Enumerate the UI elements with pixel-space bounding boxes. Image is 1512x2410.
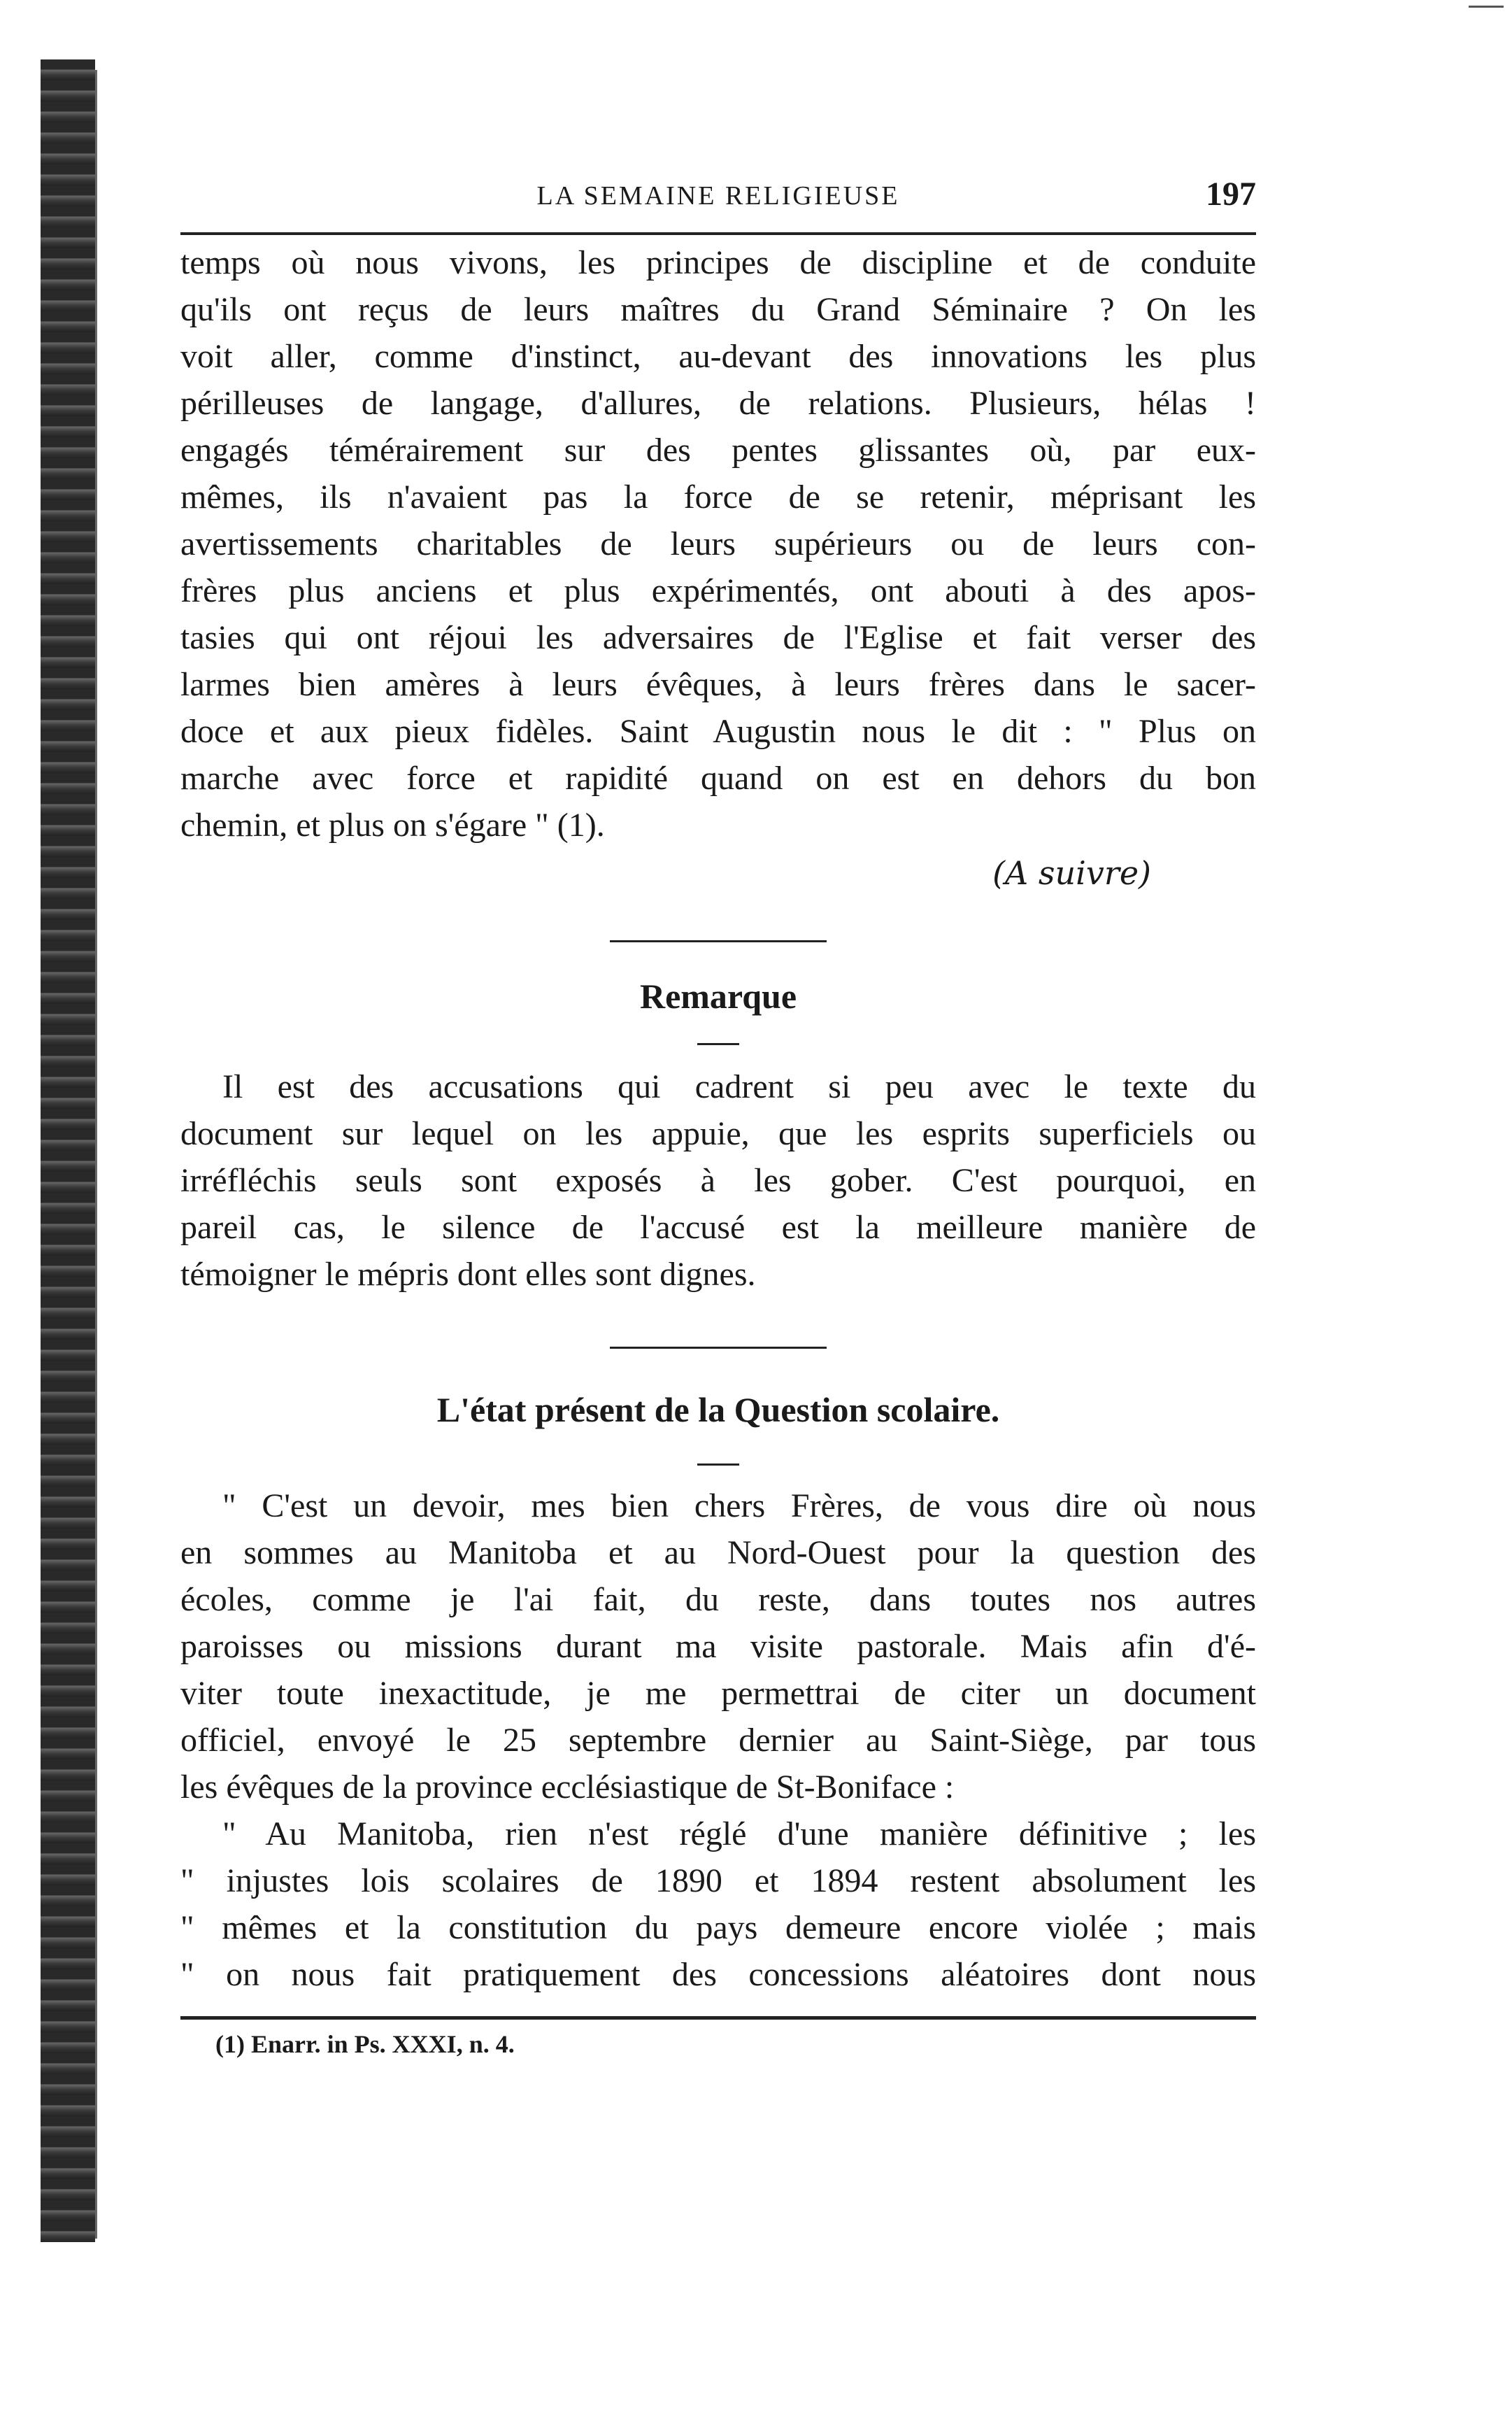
scan-corner-mark — [1469, 6, 1504, 8]
running-head: LA SEMAINE RELIGIEUSE — [536, 181, 900, 211]
text-line: frères plus anciens et plus expérimentés, ont abouti à des apos- — [180, 572, 1256, 609]
page-header — [180, 175, 1256, 217]
text-line: " injustes lois scolaires de 1890 et 1894 restent absolument les — [180, 1862, 1256, 1899]
footnote: (1) Enarr. in Ps. XXXI, n. 4. — [215, 2030, 515, 2058]
binding-shadow-line — [95, 70, 97, 2239]
article-continuation — [180, 239, 1256, 849]
text-line: irréfléchis seuls sont exposés à les gober. C'est pourquoi, en — [180, 1162, 1256, 1199]
text-line: en sommes au Manitoba et au Nord-Ouest pour la question des — [180, 1534, 1256, 1571]
text-line: engagés témérairement sur des pentes glissantes où, par eux- — [180, 432, 1256, 469]
text-line: chemin, et plus on s'égare " (1). — [180, 807, 605, 844]
footnote-rule — [180, 2016, 1256, 2020]
section-title-question-scolaire: L'état présent de la Question scolaire. — [436, 1390, 1000, 1429]
to-be-continued: (A suivre) — [992, 854, 1151, 892]
text-line: qu'ils ont reçus de leurs maîtres du Grand Séminaire ? On les — [180, 291, 1256, 328]
text-line: mêmes, ils n'avaient pas la force de se retenir, méprisant les — [180, 479, 1256, 516]
text-line: " C'est un devoir, mes bien chers Frères, de vous dire où nous — [222, 1487, 1256, 1524]
text-line: document sur lequel on les appuie, que les esprits superficiels ou — [180, 1115, 1256, 1152]
header-rule — [180, 232, 1256, 235]
text-line: " on nous fait pratiquement des concessions aléatoires dont nous — [180, 1956, 1256, 1993]
question-scolaire-body — [180, 1482, 1256, 1998]
text-line: pareil cas, le silence de l'accusé est la meilleure manière de — [180, 1209, 1256, 1246]
text-line: paroisses ou missions durant ma visite pastorale. Mais afin d'é- — [180, 1628, 1256, 1665]
text-line: larmes bien amères à leurs évêques, à leurs frères dans le sacer- — [180, 666, 1256, 703]
text-line: " Au Manitoba, rien n'est réglé d'une manière définitive ; les — [222, 1815, 1256, 1852]
section-divider — [610, 940, 827, 942]
text-line: doce et aux pieux fidèles. Saint Augustin nous le dit : " Plus on — [180, 713, 1256, 750]
text-line: voit aller, comme d'instinct, au-devant des innovations les plus — [180, 338, 1256, 375]
text-line: les évêques de la province ecclésiastique de St-Boniface : — [180, 1768, 955, 1806]
text-line: Il est des accusations qui cadrent si peu avec le texte du — [222, 1068, 1256, 1105]
text-line: périlleuses de langage, d'allures, de relations. Plusieurs, hélas ! — [180, 385, 1256, 422]
text-line: avertissements charitables de leurs supérieurs ou de leurs con- — [180, 525, 1256, 562]
text-line: marche avec force et rapidité quand on est en dehors du bon — [180, 760, 1256, 797]
section-title-remarque: Remarque — [639, 977, 797, 1016]
section-divider — [610, 1347, 827, 1349]
text-line: témoigner le mépris dont elles sont dignes. — [180, 1256, 756, 1293]
text-line: tasies qui ont réjoui les adversaires de l'Eglise et fait verser des — [180, 619, 1256, 656]
text-line: officiel, envoyé le 25 septembre dernier au Saint-Siège, par tous — [180, 1722, 1256, 1759]
book-binding-edge — [41, 59, 95, 2242]
text-line: " mêmes et la constitution du pays demeure encore violée ; mais — [180, 1909, 1256, 1946]
book-page — [180, 175, 1256, 2059]
remarque-body — [180, 1063, 1256, 1298]
text-line: viter toute inexactitude, je me permettrai de citer un document — [180, 1675, 1256, 1712]
text-line: écoles, comme je l'ai fait, du reste, dans toutes nos autres — [180, 1581, 1256, 1618]
title-dash — [697, 1043, 739, 1045]
text-line: temps où nous vivons, les principes de discipline et de conduite — [180, 244, 1256, 281]
title-dash — [697, 1463, 739, 1466]
page-number: 197 — [1206, 176, 1256, 213]
